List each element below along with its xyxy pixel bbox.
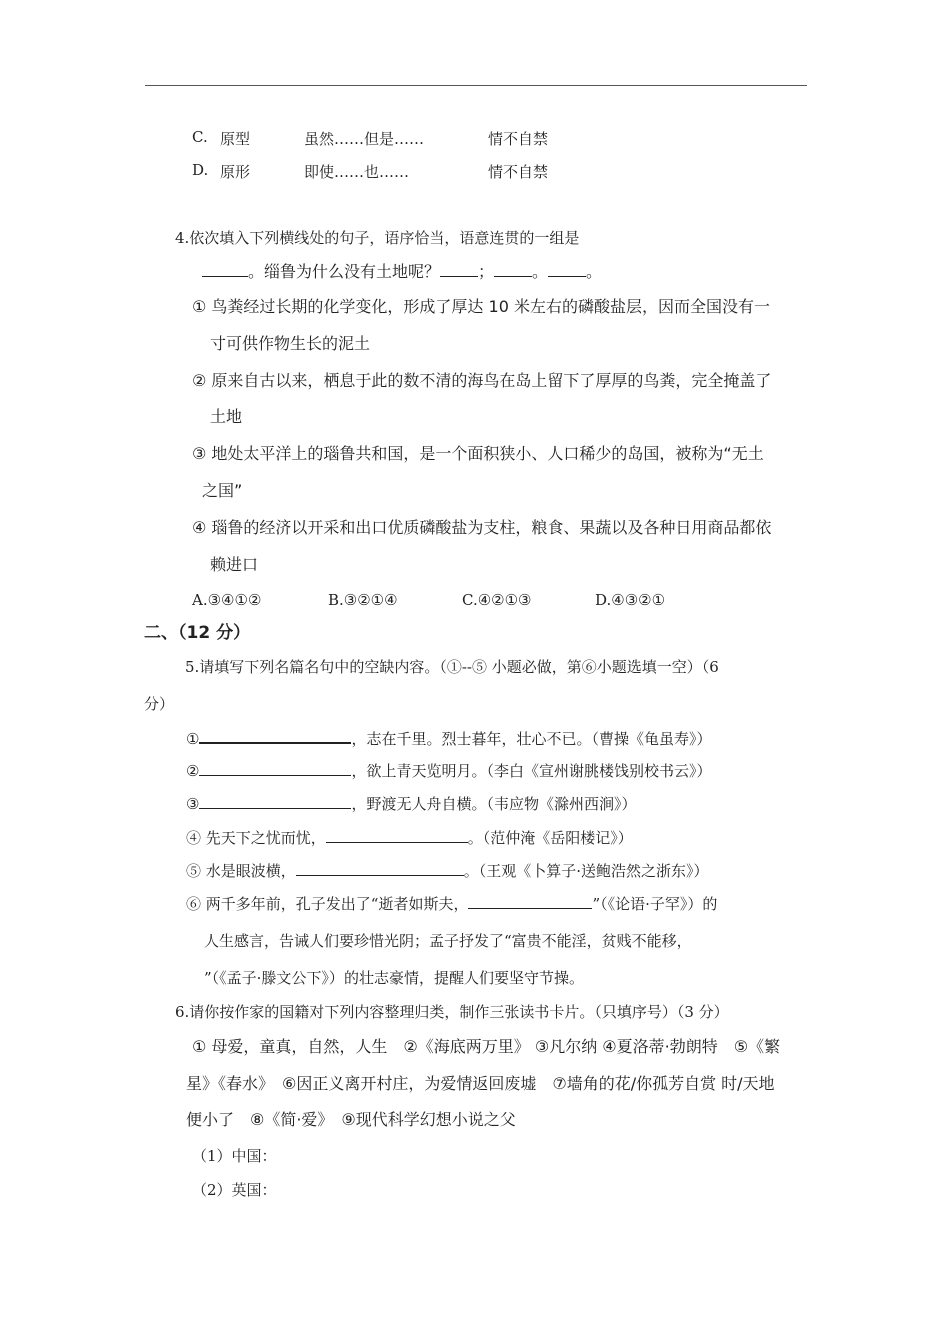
q4-option-b: B.③②①④ <box>328 591 398 609</box>
q6-content-line1: ① 母爱，童真，自然，人生 ②《海底两万里》 ③凡尔纳 ④夏洛蒂·勃朗特 ⑤《繁 <box>192 1037 781 1056</box>
item-text: ④ 先天下之忧而忧， <box>186 829 326 847</box>
option-conjunction: 虽然……但是…… <box>304 130 425 148</box>
answer-blank[interactable] <box>199 761 351 776</box>
q4-option-a: A.③④①② <box>192 591 262 609</box>
item-text: ⑥ 两千多年前，孔子发出了“逝者如斯夫， <box>186 895 469 913</box>
answer-blank[interactable] <box>199 728 351 744</box>
q4-stem: 4.依次填入下列横线处的句子，语序恰当，语意连贯的一组是 <box>175 229 580 247</box>
q4-item-4-line2: 赖进口 <box>210 555 259 574</box>
q6-answer-china: （1）中国： <box>192 1147 277 1165</box>
q4-item-2-line2: 土地 <box>210 407 243 426</box>
q4-item-1-line2: 寸可供作物生长的泥土 <box>210 334 371 353</box>
q6-content-line2: 星》《春水》 ⑥因正义离开村庄，为爱情返回废墟 ⑦墙角的花/你孤芳自赏 时/天地 <box>186 1074 775 1093</box>
answer-blank[interactable] <box>494 262 532 277</box>
q5-item-3 <box>186 794 636 814</box>
header-rule <box>145 85 807 86</box>
answer-blank[interactable] <box>548 262 586 277</box>
q5-item-2 <box>186 761 711 781</box>
q4-fill-text: 。缁鲁为什么没有土地呢？ <box>248 262 441 281</box>
q4-fill-end: 。 <box>586 262 603 281</box>
q4-item-1-line1: ① 鸟粪经过长期的化学变化，形成了厚达 10 米左右的磷酸盐层，因而全国没有一 <box>192 297 770 316</box>
option-word: 原型 <box>220 130 251 148</box>
item-text: ”（《论语·子罕》）的 <box>592 895 718 913</box>
answer-blank[interactable] <box>468 894 592 909</box>
q5-item-6-line3: ”（《孟子·滕文公下》）的壮志豪情，提醒人们要坚守节操。 <box>204 969 584 987</box>
answer-blank[interactable] <box>440 262 478 277</box>
option-word: 原形 <box>220 163 251 181</box>
item-text: 。（王观《卜算子·送鲍浩然之浙东》） <box>463 862 709 880</box>
q5-item-6-line2: 人生感言，告诫人们要珍惜光阴；孟子抒发了“富贵不能淫，贫贱不能移， <box>204 932 692 950</box>
q4-fill-line <box>202 262 602 282</box>
item-text: ⑤ 水是眼波横， <box>186 862 296 880</box>
q4-item-4-line1: ④ 瑙鲁的经济以开采和出口优质磷酸盐为支柱，粮食、果蔬以及各种日用商品都依 <box>192 518 772 537</box>
item-text: ，志在千里。烈士暮年，壮心不已。（曹操《龟虽寿》） <box>351 730 712 748</box>
section-heading: 二、（12 分） <box>144 623 251 643</box>
answer-blank[interactable] <box>296 861 464 876</box>
q5-item-1 <box>186 728 711 749</box>
item-text: ，野渡无人舟自横。（韦应物《滁州西涧》） <box>351 795 637 813</box>
q5-stem-line1: 5.请填写下列名篇名句中的空缺内容。（①--⑤ 小题必做，第⑥小题选填一空）（6 <box>185 658 719 676</box>
item-text: 。（范仲淹《岳阳楼记》） <box>467 829 633 847</box>
q4-fill-sep: ； <box>478 262 495 281</box>
q6-stem: 6.请你按作家的国籍对下列内容整理归类，制作三张读书卡片。（只填序号）（3 分） <box>175 1003 729 1021</box>
q4-item-3-line1: ③ 地处太平洋上的瑙鲁共和国，是一个面积狭小、人口稀少的岛国，被称为“无土 <box>192 444 764 463</box>
option-idiom: 情不自禁 <box>488 130 549 148</box>
answer-blank[interactable] <box>326 828 468 843</box>
option-conjunction: 即使……也…… <box>304 163 410 181</box>
option-idiom: 情不自禁 <box>488 163 549 181</box>
q5-item-5 <box>186 861 709 881</box>
q4-item-3-line2: 之国” <box>202 481 243 500</box>
option-letter: D. <box>192 161 209 179</box>
q5-item-4 <box>186 828 633 848</box>
q4-option-d: D.④③②① <box>595 591 666 609</box>
q5-item-6-line1 <box>186 894 717 914</box>
item-number: ③ <box>186 795 200 813</box>
q6-answer-britain: （2）英国： <box>192 1181 277 1199</box>
answer-blank[interactable] <box>199 794 351 809</box>
answer-blank[interactable] <box>202 262 248 277</box>
item-number: ② <box>186 762 200 780</box>
q6-content-line3: 便小了 ⑧《简·爱》 ⑨现代科学幻想小说之父 <box>186 1110 516 1129</box>
item-text: ，欲上青天览明月。（李白《宣州谢朓楼饯别校书云》） <box>351 762 712 780</box>
item-number: ① <box>186 730 200 748</box>
q5-stem-line2: 分） <box>144 695 175 713</box>
q4-item-2-line1: ② 原来自古以来，栖息于此的数不清的海鸟在岛上留下了厚厚的鸟粪，完全掩盖了 <box>192 371 772 390</box>
option-letter: C. <box>192 128 208 146</box>
q4-option-c: C.④②①③ <box>462 591 532 609</box>
q4-fill-sep: 。 <box>532 262 549 281</box>
